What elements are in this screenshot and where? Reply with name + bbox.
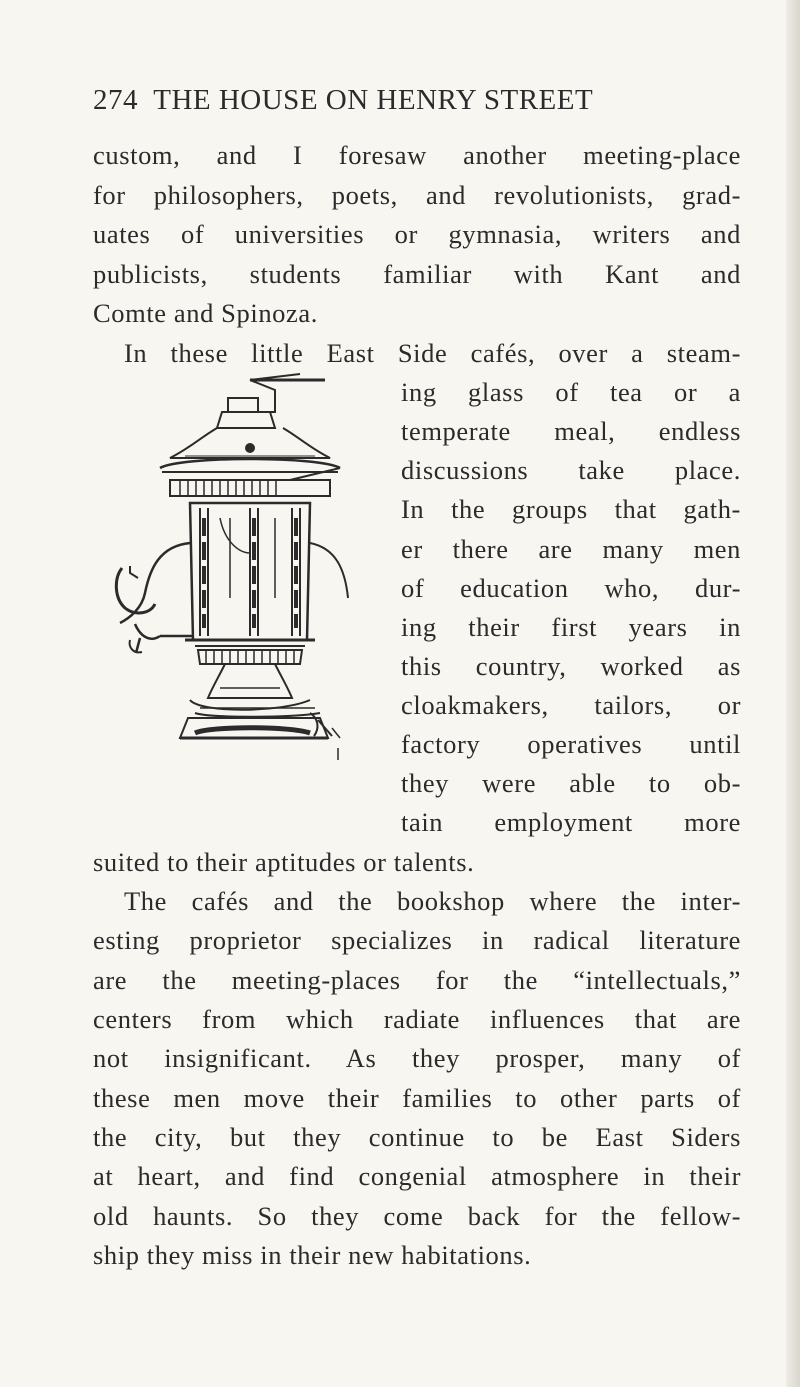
samovar-illustration xyxy=(100,368,400,768)
running-title: THE HOUSE ON HENRY STREET xyxy=(153,84,594,116)
text-line: old haunts. So they come back for the fellow- xyxy=(93,1201,741,1231)
text-line: are the meeting-places for the “intellectuals,” xyxy=(93,965,741,995)
text-line: ing glass of tea or a xyxy=(401,377,741,407)
text-line: tain employment more xyxy=(401,807,741,837)
text-line: ship they miss in their new habitations. xyxy=(93,1240,532,1270)
samovar-icon xyxy=(100,368,400,768)
text-line: er there are many men xyxy=(401,534,741,564)
text-line: discussions take place. xyxy=(401,455,741,485)
text-line: at heart, and find congenial atmosphere in their xyxy=(93,1161,741,1191)
text-line: Comte and Spinoza. xyxy=(93,298,318,328)
text-line: esting proprietor specializes in radical literature xyxy=(93,925,741,955)
text-line: of education who, dur- xyxy=(401,573,741,603)
text-line: cloakmakers, tailors, or xyxy=(401,690,741,720)
text-line: In the groups that gath- xyxy=(401,494,741,524)
page-number: 274 xyxy=(93,84,138,116)
text-line: centers from which radiate influences that are xyxy=(93,1004,741,1034)
text-line: not insignificant. As they prosper, many of xyxy=(93,1043,741,1073)
text-line: custom, and I foresaw another meeting-place xyxy=(93,140,741,170)
text-line: for philosophers, poets, and revolutionists, grad- xyxy=(93,180,741,210)
text-line: ing their first years in xyxy=(401,612,741,642)
running-header xyxy=(93,84,733,117)
text-line: uates of universities or gymnasia, writers and xyxy=(93,219,741,249)
text-line: The cafés and the bookshop where the inter- xyxy=(124,886,741,916)
text-line: temperate meal, endless xyxy=(401,416,741,446)
text-line: this country, worked as xyxy=(401,651,741,681)
text-line: factory operatives until xyxy=(401,729,741,759)
text-line: In these little East Side cafés, over a steam- xyxy=(124,338,741,368)
text-line: the city, but they continue to be East Siders xyxy=(93,1122,741,1152)
page-edge xyxy=(786,0,800,1387)
text-line: they were able to ob- xyxy=(401,768,741,798)
text-line: publicists, students familiar with Kant and xyxy=(93,259,741,289)
text-line: these men move their families to other parts of xyxy=(93,1083,741,1113)
text-line: suited to their aptitudes or talents. xyxy=(93,847,475,877)
